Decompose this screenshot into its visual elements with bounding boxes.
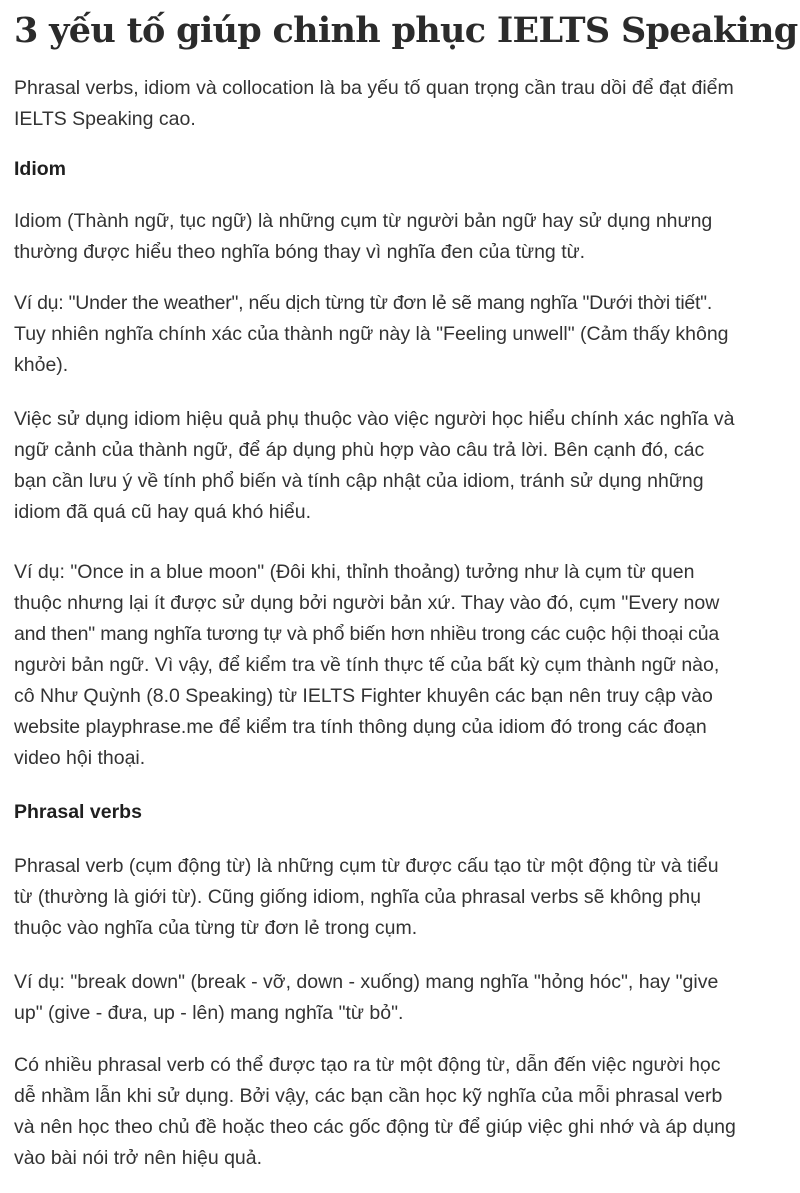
text-line: vào bài nói trở nên hiệu quả. (14, 1147, 263, 1169)
text-line: website playphrase.me để kiểm tra tính thông dụng của idiom đó trong các đoạn (14, 716, 707, 738)
text-line: thường được hiểu theo nghĩa bóng thay vì nghĩa đen của từng từ. (14, 241, 586, 263)
text-line: người bản ngữ. Vì vậy, để kiểm tra về tính thực tế của bất kỳ cụm thành ngữ nào, (14, 654, 720, 676)
text-line: Idiom (Thành ngữ, tục ngữ) là những cụm từ người bản ngữ hay sử dụng nhưng (14, 210, 713, 232)
text-line: Tuy nhiên nghĩa chính xác của thành ngữ này là "Feeling unwell" (Cảm thấy không (14, 323, 729, 345)
section-heading-idiom: Idiom (14, 158, 66, 180)
text-line: từ (thường là giới từ). Cũng giống idiom, nghĩa của phrasal verbs sẽ không phụ (14, 886, 701, 908)
text-line: Việc sử dụng idiom hiệu quả phụ thuộc vào việc người học hiểu chính xác nghĩa và (14, 408, 735, 430)
text-line: ngữ cảnh của thành ngữ, để áp dụng phù hợp vào câu trả lời. Bên cạnh đó, các (14, 439, 705, 461)
text-line: Phrasal verb (cụm động từ) là những cụm từ được cấu tạo từ một động từ và tiểu (14, 855, 719, 877)
article-title: 3 yếu tố giúp chinh phục IELTS Speaking (14, 10, 798, 51)
text-line: Ví dụ: "break down" (break - vỡ, down - xuống) mang nghĩa "hỏng hóc", hay "give (14, 971, 719, 993)
text-line: thuộc vào nghĩa của từng từ đơn lẻ trong cụm. (14, 917, 418, 939)
text-line: bạn cần lưu ý về tính phổ biến và tính cập nhật của idiom, tránh sử dụng những (14, 470, 704, 492)
idiom-definition-paragraph (14, 206, 786, 268)
text-line: Có nhiều phrasal verb có thể được tạo ra từ một động từ, dẫn đến việc người học (14, 1054, 721, 1076)
text-line: và nên học theo chủ đề hoặc theo các gốc động từ để giúp việc ghi nhớ và áp dụng (14, 1116, 736, 1138)
text-line: IELTS Speaking cao. (14, 108, 196, 130)
phrasal-example-paragraph (14, 967, 786, 1029)
phrasal-usage-paragraph (14, 1050, 786, 1174)
idiom-usage-paragraph (14, 404, 786, 528)
idiom-example-paragraph (14, 288, 786, 381)
text-line: khỏe). (14, 354, 69, 376)
text-line: idiom đã quá cũ hay quá khó hiểu. (14, 501, 312, 523)
section-heading-phrasal-verbs: Phrasal verbs (14, 801, 142, 823)
text-line: up" (give - đưa, up - lên) mang nghĩa "từ bỏ". (14, 1002, 404, 1024)
text-line: thuộc nhưng lại ít được sử dụng bởi người bản xứ. Thay vào đó, cụm "Every now (14, 592, 720, 614)
text-line: Ví dụ: "Under the weather", nếu dịch từng từ đơn lẻ sẽ mang nghĩa "Dưới thời tiết". (14, 292, 712, 314)
intro-paragraph (14, 73, 786, 135)
text-line: Ví dụ: "Once in a blue moon" (Đôi khi, thỉnh thoảng) tưởng như là cụm từ quen (14, 561, 695, 583)
text-line: cô Như Quỳnh (8.0 Speaking) từ IELTS Fighter khuyên các bạn nên truy cập vào (14, 685, 713, 707)
phrasal-definition-paragraph (14, 851, 786, 944)
text-line: and then" mang nghĩa tương tự và phổ biến hơn nhiều trong các cuộc hội thoại của (14, 623, 720, 645)
text-line: video hội thoại. (14, 747, 146, 769)
text-line: dễ nhầm lẫn khi sử dụng. Bởi vậy, các bạn cần học kỹ nghĩa của mỗi phrasal verb (14, 1085, 723, 1107)
text-line: Phrasal verbs, idiom và collocation là ba yếu tố quan trọng cần trau dồi để đạt điểm (14, 77, 734, 99)
idiom-advice-paragraph (14, 557, 786, 774)
